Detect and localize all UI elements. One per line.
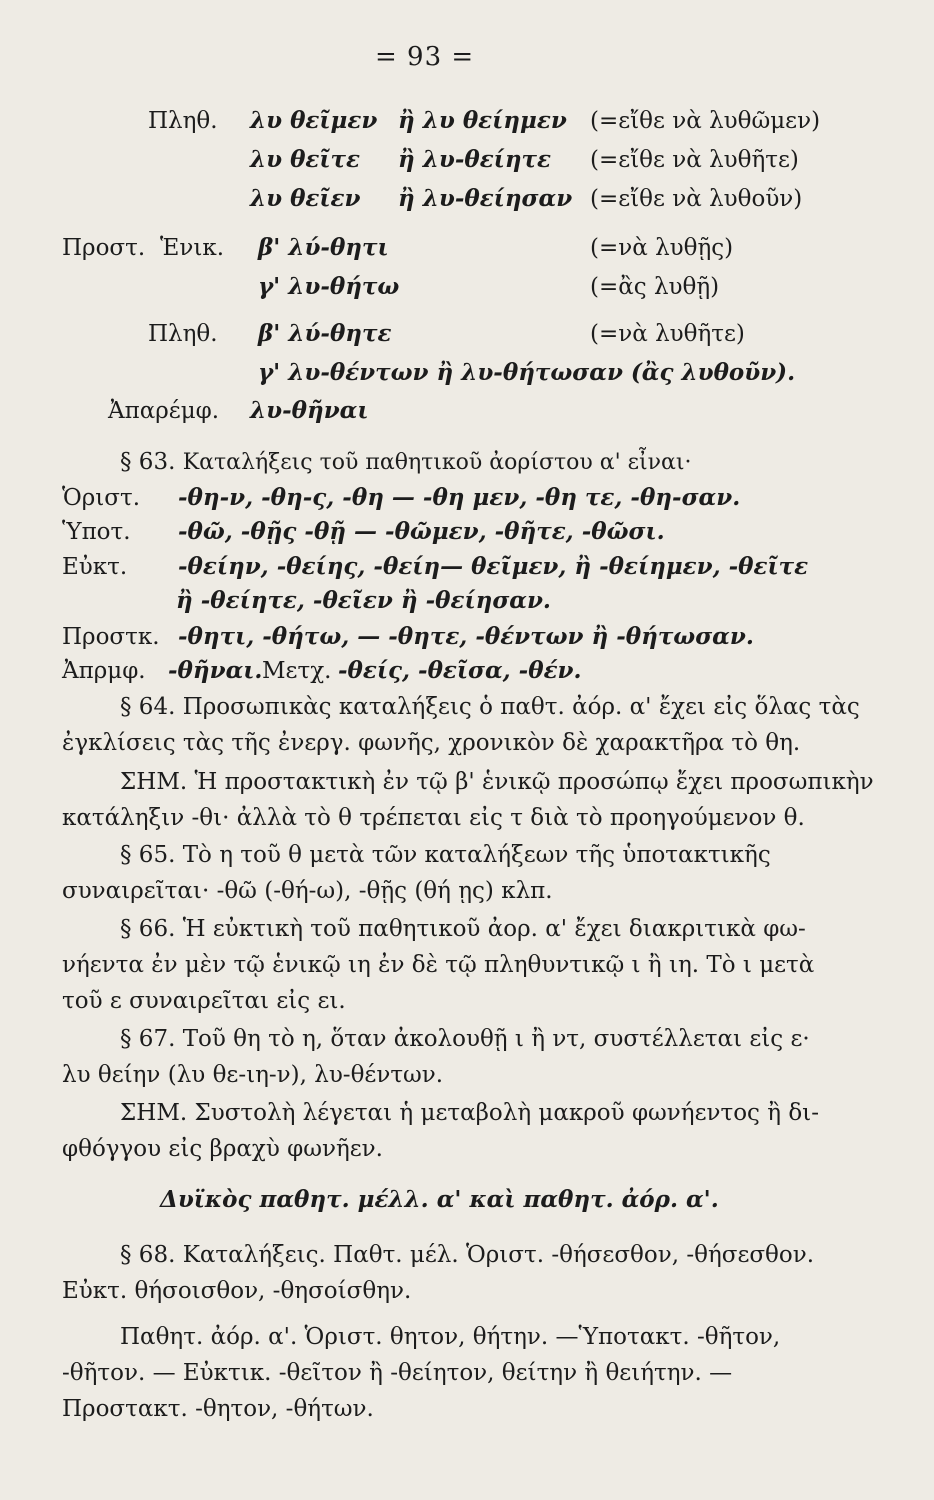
form-imperative-2sg: β' λύ-θητι — [258, 234, 389, 261]
note-1-line-2: κατάληξιν -θι· ἀλλὰ τὸ θ τρέπεται εἰς τ διὰ τὸ προηγούμενον θ. — [62, 805, 805, 831]
section-68-line-4: -θῆτον. — Εὐκτικ. -θεῖτον ἢ -θείητον, θείτην ἢ θειήτην. — — [62, 1360, 733, 1386]
section-63-number: § 63. — [120, 449, 176, 475]
gloss-imperative-2sg: (=νὰ λυθῇς) — [590, 235, 734, 261]
label-indicative: Ὁριστ. — [62, 485, 141, 511]
section-65-line-2: συναιρεῖται· -θῶ (-θή-ω), -θῇς (θή ῃς) κλπ. — [62, 878, 553, 904]
form-optative-1pl-b: ἢ λυ θείημεν — [398, 107, 567, 134]
form-optative-3pl-a: λυ θεῖεν — [250, 185, 361, 212]
label-imperative-endings: Προστκ. — [62, 624, 160, 650]
section-66-line-2: νήεντα ἐν μὲν τῷ ἑνικῷ ιη ἐν δὲ τῷ πληθυντικῷ ι ἢ ιη. Τὸ ι μετὰ — [62, 952, 815, 978]
note-2-line-2: φθόγγου εἰς βραχὺ φωνῆεν. — [62, 1136, 383, 1162]
endings-imperative: -θητι, -θήτω, — -θητε, -θέντων ἢ -θήτωσαν. — [178, 623, 754, 650]
gloss-optative-2pl: (=εἴθε νὰ λυθῆτε) — [590, 147, 799, 173]
section-67-line-1: § 67. Τοῦ θη τὸ η, ὅταν ἀκολουθῇ ι ἢ ντ, συστέλλεται εἰς ε· — [120, 1026, 810, 1052]
section-64-line-1: § 64. Προσωπικὰς καταλήξεις ὁ παθτ. ἀόρ. α' ἔχει εἰς ὅλας τὰς — [120, 694, 860, 720]
label-imperative-plural: Πληθ. — [148, 321, 218, 347]
endings-optative: -θείην, -θείης, -θείη— θεῖμεν, ἢ -θείημεν, -θεῖτε — [178, 553, 809, 580]
section-66-line-3: τοῦ ε συναιρεῖται εἰς ει. — [62, 988, 346, 1014]
gloss-imperative-3sg: (=ἂς λυθῇ) — [590, 274, 720, 300]
endings-indicative: -θη-ν, -θη-ς, -θη — -θη μεν, -θη τε, -θη-σαν. — [178, 484, 741, 511]
section-68-line-2: Εὐκτ. θήσοισθον, -θησοίσθην. — [62, 1278, 412, 1304]
endings-optative-continued: ἢ -θείητε, -θεῖεν ἢ -θείησαν. — [176, 587, 551, 614]
section-64-line-2: ἐγκλίσεις τὰς τῆς ἐνεργ. φωνῆς, χρονικὸν δὲ χαρακτῆρα τὸ θη. — [62, 730, 801, 756]
section-68-line-3: Παθητ. ἀόρ. α'. Ὁριστ. θητον, θήτην. —Ὑποτακτ. -θῆτον, — [120, 1324, 781, 1350]
label-participle: Μετχ. — [262, 658, 332, 684]
section-67-line-2: λυ θείην (λυ θε-ιη-ν), λυ-θέντων. — [62, 1062, 444, 1088]
note-1-line-1: ΣΗΜ. Ἡ προστακτικὴ ἐν τῷ β' ἑνικῷ προσώπῳ ἔχει προσωπικὴν — [120, 769, 874, 795]
form-infinitive: λυ-θῆναι — [250, 397, 369, 424]
section-68-line-5: Προστακτ. -θητον, -θήτων. — [62, 1396, 374, 1422]
label-plural: Πληθ. — [148, 108, 218, 134]
section-heading: Δυϊκὸς παθητ. μέλλ. α' καὶ παθητ. ἀόρ. α'. — [160, 1186, 719, 1213]
endings-subjunctive: -θῶ, -θῇς -θῇ — -θῶμεν, -θῆτε, -θῶσι. — [178, 518, 665, 545]
label-singular: Ἑνικ. — [160, 235, 225, 261]
form-optative-2pl-b: ἢ λυ-θείητε — [398, 146, 551, 173]
section-65-line-1: § 65. Τὸ η τοῦ θ μετὰ τῶν καταλήξεων τῆς ὑποτακτικῆς — [120, 842, 771, 868]
section-63-text: Καταλήξεις τοῦ παθητικοῦ ἀορίστου α' εἶναι· — [182, 450, 692, 475]
label-infinitive: Ἀπαρέμφ. — [108, 398, 220, 424]
section-66-line-1: § 66. Ἡ εὐκτικὴ τοῦ παθητικοῦ ἀορ. α' ἔχει διακριτικὰ φω- — [120, 916, 806, 942]
endings-participle: -θείς, -θεῖσα, -θέν. — [338, 657, 582, 684]
section-63-title — [120, 447, 692, 478]
gloss-optative-3pl: (=εἴθε νὰ λυθοῦν) — [590, 186, 803, 212]
gloss-imperative-2pl: (=νὰ λυθῆτε) — [590, 321, 745, 347]
section-68-line-1: § 68. Καταλήξεις. Παθτ. μέλ. Ὁριστ. -θήσεσθον, -θήσεσθον. — [120, 1242, 815, 1268]
label-optative: Εὐκτ. — [62, 554, 128, 580]
form-imperative-2pl: β' λύ-θητε — [258, 320, 392, 347]
label-subjunctive: Ὑποτ. — [62, 519, 131, 545]
label-imperative: Προστ. — [62, 235, 146, 261]
form-optative-1pl-a: λυ θεῖμεν — [250, 107, 378, 134]
page-number: = 93 = — [375, 42, 475, 72]
label-infinitive-endings: Ἀπρμφ. — [62, 658, 146, 684]
form-optative-2pl-a: λυ θεῖτε — [250, 146, 361, 173]
form-imperative-3pl: γ' λυ-θέντων ἢ λυ-θήτωσαν (ἂς λυθοῦν). — [258, 359, 796, 386]
ending-infinitive: -θῆναι. — [168, 657, 263, 684]
form-imperative-3sg: γ' λυ-θήτω — [258, 273, 400, 300]
form-optative-3pl-b: ἢ λυ-θείησαν — [398, 185, 573, 212]
gloss-optative-1pl: (=εἴθε νὰ λυθῶμεν) — [590, 108, 821, 134]
note-2-line-1: ΣΗΜ. Συστολὴ λέγεται ἡ μεταβολὴ μακροῦ φωνήεντος ἢ δι- — [120, 1100, 819, 1126]
